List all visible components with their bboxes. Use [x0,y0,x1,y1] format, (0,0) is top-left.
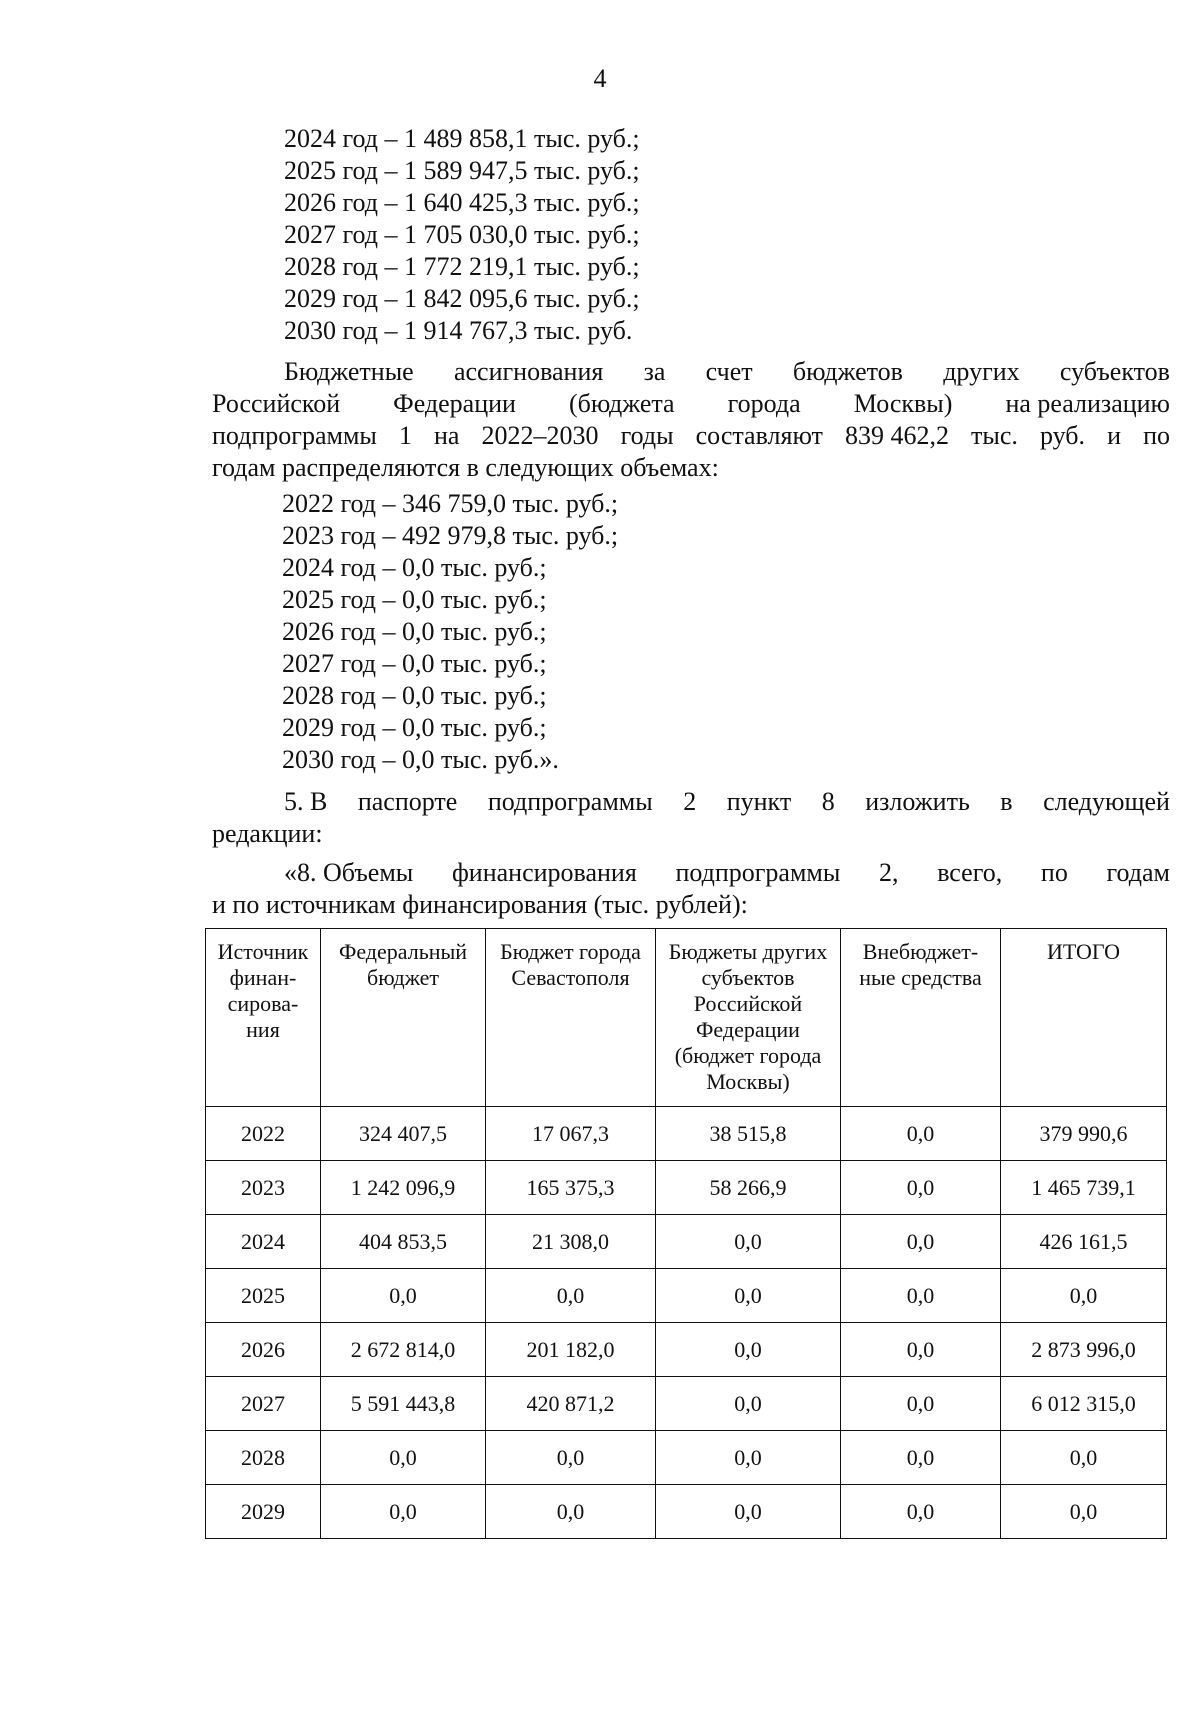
list-item: 2030 год – 1 914 767,3 тыс. руб. [284,316,633,345]
cell-year: 2027 [206,1377,321,1431]
cell-total: 379 990,6 [1001,1107,1167,1161]
paragraph-line [212,356,1170,388]
line-text: редакции: [212,819,323,848]
cell-sevastopol: 201 182,0 [486,1323,656,1377]
cell-extrabudgetary: 0,0 [841,1215,1001,1269]
cell-sevastopol: 165 375,3 [486,1161,656,1215]
word: 2 [683,787,697,816]
cell-other-subjects: 0,0 [656,1215,841,1269]
word: 5. В [284,787,328,816]
cell-extrabudgetary: 0,0 [841,1323,1001,1377]
list-item: 2025 год – 0,0 тыс. руб.; [282,585,547,614]
cell-year: 2028 [206,1431,321,1485]
cell-extrabudgetary: 0,0 [841,1431,1001,1485]
table-header-row [206,929,1167,1107]
paragraph-line [212,420,1170,452]
paragraph-line [212,786,1170,818]
cell-sevastopol: 0,0 [486,1485,656,1539]
cell-federal: 2 672 814,0 [321,1323,486,1377]
table-row [206,1485,1167,1539]
paragraph-line [212,857,1170,889]
word: руб. [1039,421,1086,450]
word: 2022–2030 [481,421,599,450]
line-text: и по источникам финансирования (тыс. рублей): [212,890,748,919]
cell-federal: 0,0 [321,1485,486,1539]
header-federal-budget: Федеральный бюджет [321,929,486,1107]
word: и [1107,421,1121,450]
word: ассигнования [453,357,604,386]
header-source: Источник финан- сирова- ния [206,929,321,1107]
list-item: 2027 год – 0,0 тыс. руб.; [282,649,547,678]
word: подпрограммы [487,787,653,816]
list-item: 2024 год – 1 489 858,1 тыс. руб.; [284,124,640,153]
cell-year: 2025 [206,1269,321,1323]
cell-total: 6 012 315,0 [1001,1377,1167,1431]
word: тыс. [971,421,1018,450]
cell-sevastopol: 0,0 [486,1269,656,1323]
word: изложить [865,787,970,816]
word: всего, [937,858,1003,887]
cell-year: 2029 [206,1485,321,1539]
cell-federal: 404 853,5 [321,1215,486,1269]
table-row [206,1269,1167,1323]
cell-year: 2024 [206,1215,321,1269]
cell-extrabudgetary: 0,0 [841,1161,1001,1215]
word: других [943,357,1020,386]
word: «8. Объемы [284,858,414,887]
cell-other-subjects: 0,0 [656,1377,841,1431]
word: на реализацию [1005,389,1170,418]
cell-sevastopol: 17 067,3 [486,1107,656,1161]
paragraph-line [212,889,1170,921]
header-other-subjects-budget: Бюджеты других субъектов Российской Федерации (бюджет города Москвы) [656,929,841,1107]
list-item: 2025 год – 1 589 947,5 тыс. руб.; [284,156,640,185]
word: по [1143,421,1170,450]
list-item: 2023 год – 492 979,8 тыс. руб.; [282,521,619,550]
cell-sevastopol: 0,0 [486,1431,656,1485]
word: субъектов [1059,357,1170,386]
header-sevastopol-budget: Бюджет города Севастополя [486,929,656,1107]
word: Москвы) [853,389,953,418]
word: по [1040,858,1068,887]
table-row [206,1377,1167,1431]
cell-other-subjects: 38 515,8 [656,1107,841,1161]
paragraph-line [212,818,1170,850]
word: годы [620,421,674,450]
paragraph-line [212,452,1170,484]
list-item: 2026 год – 0,0 тыс. руб.; [282,617,547,646]
list-item: 2026 год – 1 640 425,3 тыс. руб.; [284,188,640,217]
word: паспорте [357,787,458,816]
table-row [206,1323,1167,1377]
paragraph-budget-other-subjects [212,356,1170,484]
header-extrabudgetary: Внебюджет- ные средства [841,929,1001,1107]
cell-total: 0,0 [1001,1431,1167,1485]
cell-other-subjects: 0,0 [656,1269,841,1323]
list-item: 2029 год – 1 842 095,6 тыс. руб.; [284,284,640,313]
cell-other-subjects: 0,0 [656,1323,841,1377]
cell-total: 1 465 739,1 [1001,1161,1167,1215]
word: 839 462,2 [844,421,949,450]
cell-year: 2023 [206,1161,321,1215]
header-total: ИТОГО [1001,929,1167,1107]
cell-federal: 0,0 [321,1431,486,1485]
cell-extrabudgetary: 0,0 [841,1377,1001,1431]
word: 1 [398,421,412,450]
list-item: 2029 год – 0,0 тыс. руб.; [282,713,547,742]
cell-year: 2026 [206,1323,321,1377]
word: на [434,421,460,450]
word: города [727,389,801,418]
cell-year: 2022 [206,1107,321,1161]
word: пункт [726,787,792,816]
cell-federal: 0,0 [321,1269,486,1323]
word: 8 [821,787,835,816]
list-item: 2022 год – 346 759,0 тыс. руб.; [282,489,619,518]
financing-table [205,928,1167,1539]
table-row [206,1215,1167,1269]
word: за [643,357,666,386]
paragraph-line [212,388,1170,420]
cell-total: 0,0 [1001,1485,1167,1539]
word: в [1000,787,1013,816]
word: составляют [695,421,823,450]
list-item: 2028 год – 1 772 219,1 тыс. руб.; [284,252,640,281]
paragraph-item-5 [212,786,1170,850]
word: Федерации [393,389,516,418]
cell-extrabudgetary: 0,0 [841,1485,1001,1539]
word: подпрограммы [212,421,377,450]
table-row [206,1107,1167,1161]
page-number: 4 [593,64,607,93]
paragraph-item-8 [212,857,1170,921]
list-item: 2024 год – 0,0 тыс. руб.; [282,553,547,582]
list-item: 2030 год – 0,0 тыс. руб.». [282,745,559,774]
word: Бюджетные [284,357,414,386]
cell-sevastopol: 21 308,0 [486,1215,656,1269]
word: 2, [879,858,899,887]
cell-extrabudgetary: 0,0 [841,1107,1001,1161]
cell-extrabudgetary: 0,0 [841,1269,1001,1323]
cell-total: 2 873 996,0 [1001,1323,1167,1377]
word: (бюджета [569,389,675,418]
cell-federal: 5 591 443,8 [321,1377,486,1431]
word: годам [1106,858,1170,887]
cell-other-subjects: 0,0 [656,1485,841,1539]
list-item: 2028 год – 0,0 тыс. руб.; [282,681,547,710]
word: подпрограммы [675,858,841,887]
word: финансирования [451,858,637,887]
cell-federal: 1 242 096,9 [321,1161,486,1215]
cell-total: 0,0 [1001,1269,1167,1323]
word: счет [705,357,753,386]
word: Российской [212,389,341,418]
cell-federal: 324 407,5 [321,1107,486,1161]
cell-other-subjects: 0,0 [656,1431,841,1485]
table-row [206,1161,1167,1215]
cell-other-subjects: 58 266,9 [656,1161,841,1215]
cell-total: 426 161,5 [1001,1215,1167,1269]
list-item: 2027 год – 1 705 030,0 тыс. руб.; [284,220,640,249]
word: следующей [1043,787,1170,816]
line-text: годам распределяются в следующих объемах: [212,453,719,482]
cell-sevastopol: 420 871,2 [486,1377,656,1431]
table-row [206,1431,1167,1485]
word: бюджетов [792,357,903,386]
